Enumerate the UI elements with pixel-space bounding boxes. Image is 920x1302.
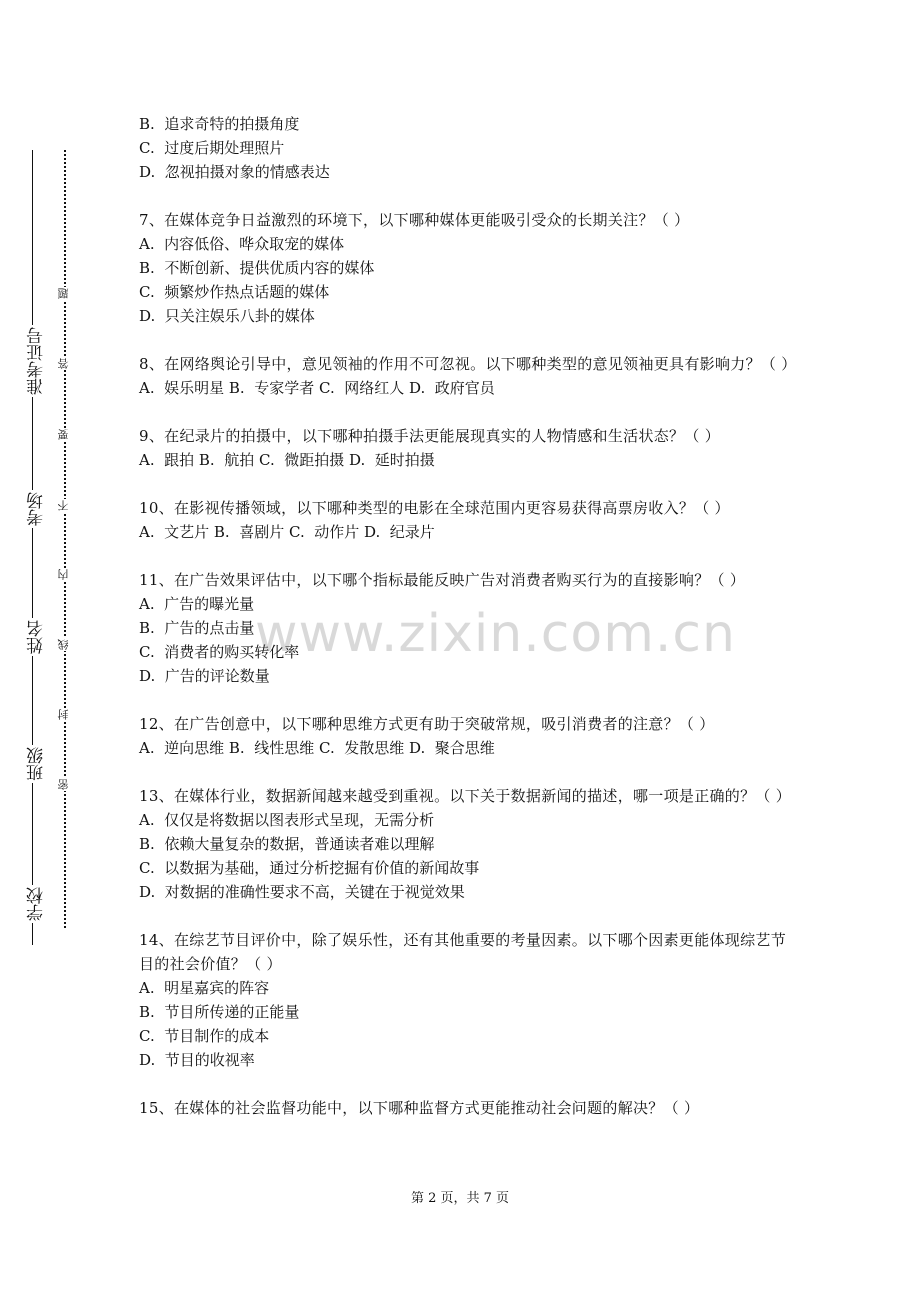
option: D. 广告的评论数量 — [139, 667, 270, 685]
question-8 — [139, 352, 799, 400]
page-footer: 第 2 页，共 7 页 — [410, 1191, 510, 1206]
exam-room-label: 考场 — [27, 492, 47, 526]
seal-mark: 内 — [57, 569, 70, 580]
question-partial — [139, 112, 799, 184]
option-line: A. 文艺片 B. 喜剧片 C. 动作片 D. 纪录片 — [139, 523, 435, 541]
question-stem: 15、在媒体的社会监督功能中，以下哪种监督方式更能推动社会问题的解决？（ ） — [139, 1099, 700, 1117]
option-line: A. 逆向思维 B. 线性思维 C. 发散思维 D. 聚合思维 — [139, 739, 495, 757]
seal-mark: 密 — [57, 779, 70, 790]
option: C. 频繁炒作热点话题的媒体 — [139, 283, 330, 301]
option: D. 节目的收视率 — [139, 1051, 255, 1069]
option: B. 不断创新、提供优质内容的媒体 — [139, 259, 375, 277]
option: B. 节目所传递的正能量 — [139, 1003, 300, 1021]
binding-strip — [0, 0, 100, 1302]
seal-mark: 要 — [57, 429, 70, 440]
option: C. 过度后期处理照片 — [139, 139, 285, 157]
exam-number-label: 准考证号 — [27, 327, 47, 395]
option: A. 仅仅是将数据以图表形式呈现，无需分析 — [139, 811, 435, 829]
question-10 — [139, 496, 799, 544]
question-7 — [139, 208, 799, 328]
option: B. 追求奇特的拍摄角度 — [139, 115, 300, 133]
question-stem: 12、在广告创意中，以下哪种思维方式更有助于突破常规，吸引消费者的注意？（ ） — [139, 715, 715, 733]
binding-solid-line — [32, 150, 33, 945]
option: C. 消费者的购买转化率 — [139, 643, 300, 661]
option: B. 依赖大量复杂的数据，普通读者难以理解 — [139, 835, 435, 853]
question-stem: 11、在广告效果评估中，以下哪个指标最能反映广告对消费者购买行为的直接影响？（ ） — [139, 571, 746, 589]
question-12 — [139, 712, 799, 760]
seal-mark: 答 — [57, 358, 70, 369]
question-stem: 14、在综艺节目评价中，除了娱乐性，还有其他重要的考量因素。以下哪个因素更能体现综艺节目的社会价值？（ ） — [139, 931, 786, 973]
seal-mark: 题 — [57, 288, 70, 299]
option: D. 只关注娱乐八卦的媒体 — [139, 307, 315, 325]
option: C. 节目制作的成本 — [139, 1027, 270, 1045]
option: A. 内容低俗、哗众取宠的媒体 — [139, 235, 345, 253]
seal-mark: 线 — [57, 639, 70, 650]
option: A. 明星嘉宾的阵容 — [139, 979, 270, 997]
question-13 — [139, 784, 799, 904]
question-15 — [139, 1096, 799, 1120]
question-9 — [139, 424, 799, 472]
questions-area — [139, 112, 799, 1144]
question-14 — [139, 928, 799, 1072]
question-stem: 13、在媒体行业，数据新闻越来越受到重视。以下关于数据新闻的描述，哪一项是正确的？（ ） — [139, 787, 792, 805]
question-stem: 7、在媒体竞争日益激烈的环境下，以下哪种媒体更能吸引受众的长期关注？（ ） — [139, 211, 690, 229]
option-line: A. 娱乐明星 B. 专家学者 C. 网络红人 D. 政府官员 — [139, 379, 495, 397]
option: B. 广告的点击量 — [139, 619, 255, 637]
school-label: 学校 — [27, 887, 47, 921]
option: D. 对数据的准确性要求不高，关键在于视觉效果 — [139, 883, 465, 901]
question-stem: 10、在影视传播领域，以下哪种类型的电影在全球范围内更容易获得高票房收入？（ ） — [139, 499, 730, 517]
class-label: 班级 — [27, 747, 47, 781]
question-stem: 8、在网络舆论引导中，意见领袖的作用不可忽视。以下哪种类型的意见领袖更具有影响力？（ ） — [139, 355, 797, 373]
seal-mark: 不 — [57, 500, 70, 511]
name-label: 姓名 — [27, 620, 47, 654]
binding-dotted-line — [64, 150, 66, 928]
watermark: www.zixin.com.cn — [255, 604, 736, 664]
question-stem: 9、在纪录片的拍摄中，以下哪种拍摄手法更能展现真实的人物情感和生活状态？（ ） — [139, 427, 721, 445]
question-11 — [139, 568, 799, 688]
option-line: A. 跟拍 B. 航拍 C. 微距拍摄 D. 延时拍摄 — [139, 451, 435, 469]
seal-mark: 封 — [57, 709, 70, 720]
option: D. 忽视拍摄对象的情感表达 — [139, 163, 330, 181]
option: A. 广告的曝光量 — [139, 595, 255, 613]
option: C. 以数据为基础，通过分析挖掘有价值的新闻故事 — [139, 859, 480, 877]
